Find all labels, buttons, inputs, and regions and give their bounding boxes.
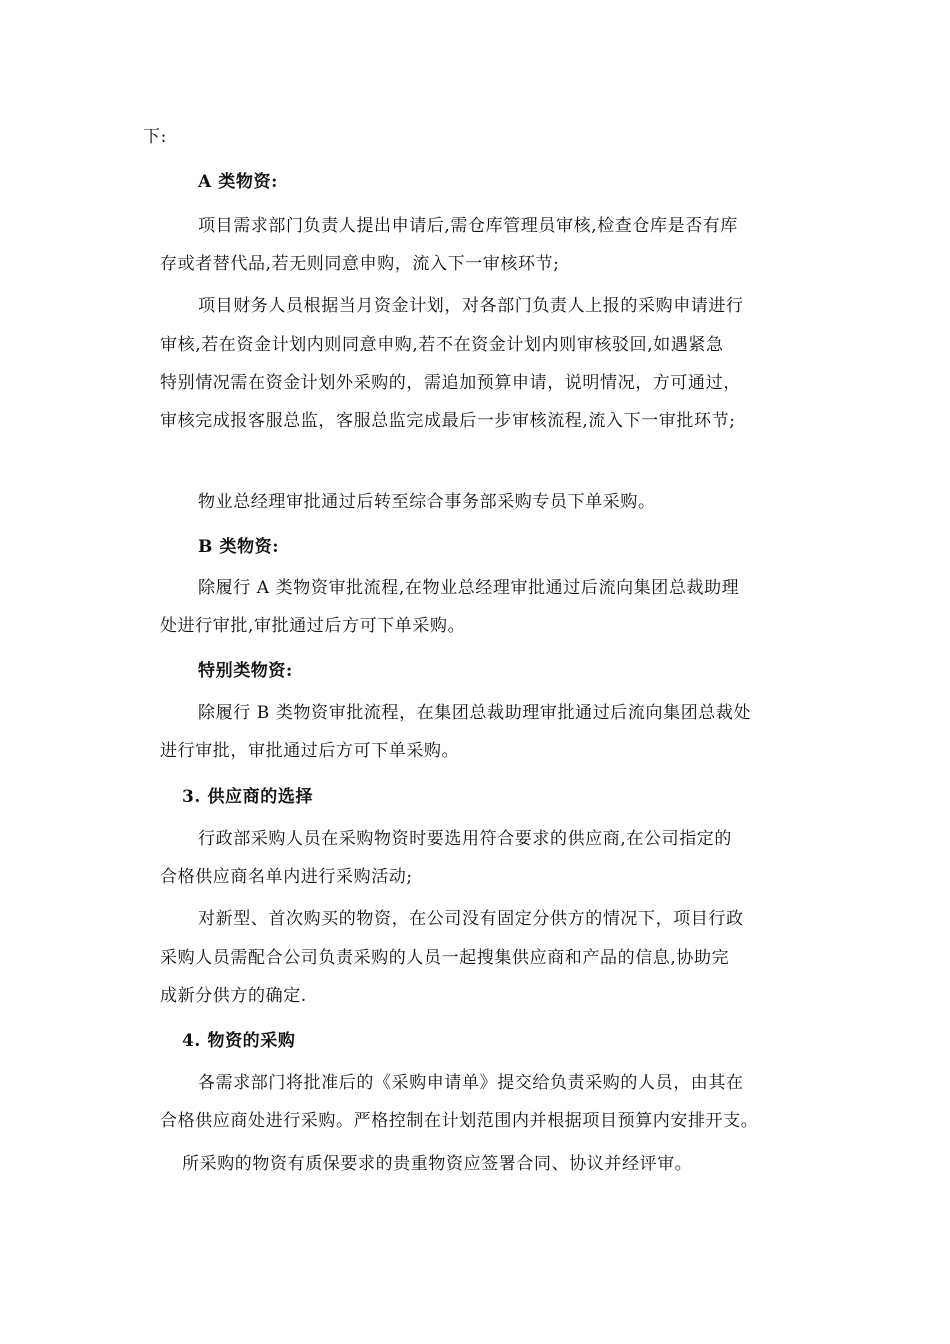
paragraph-line: 审核,若在资金计划内则同意申购,若不在资金计划内则审核驳回,如遇紧急 xyxy=(160,335,724,355)
paragraph-line: 物业总经理审批通过后转至综合事务部采购专员下单采购。 xyxy=(198,492,656,512)
heading-class-b: B 类物资: xyxy=(198,537,280,557)
paragraph-line: 行政部采购人员在采购物资时要选用符合要求的供应商,在公司指定的 xyxy=(198,829,733,849)
section-heading-supplier-selection: 3. 供应商的选择 xyxy=(182,787,314,807)
paragraph-line: 项目财务人员根据当月资金计划，对各部门负责人上报的采购申请进行 xyxy=(198,296,744,316)
paragraph-line: 所采购的物资有质保要求的贵重物资应签署合同、协议并经评审。 xyxy=(182,1154,693,1174)
paragraph-line: 除履行 B 类物资审批流程，在集团总裁助理审批通过后流向集团总裁处 xyxy=(198,703,752,723)
paragraph-line: 合格供应商处进行采购。严格控制在计划范围内并根据项目预算内安排开支。 xyxy=(160,1111,759,1131)
paragraph-line: 采购人员需配合公司负责采购的人员一起搜集供应商和产品的信息,协助完 xyxy=(160,948,730,968)
paragraph-line: 处进行审批,审批通过后方可下单采购。 xyxy=(160,616,466,636)
paragraph-line: 项目需求部门负责人提出申请后,需仓库管理员审核,检查仓库是否有库 xyxy=(198,216,739,236)
paragraph-line: 审核完成报客服总监，客服总监完成最后一步审核流程,流入下一审批环节; xyxy=(160,411,736,431)
section-heading-procurement: 4. 物资的采购 xyxy=(182,1031,296,1051)
paragraph-line: 合格供应商名单内进行采购活动; xyxy=(160,867,413,887)
paragraph-line: 对新型、首次购买的物资，在公司没有固定分供方的情况下，项目行政 xyxy=(198,909,744,929)
heading-special-class: 特别类物资: xyxy=(198,661,293,681)
paragraph-line: 存或者替代品,若无则同意申购，流入下一审核环节; xyxy=(160,254,560,274)
paragraph-line: 除履行 A 类物资审批流程,在物业总经理审批通过后流向集团总裁助理 xyxy=(198,578,740,598)
heading-class-a: A 类物资: xyxy=(198,172,278,192)
paragraph-line: 各需求部门将批准后的《采购申请单》提交给负责采购的人员，由其在 xyxy=(198,1073,744,1093)
paragraph-line: 进行审批，审批通过后方可下单采购。 xyxy=(160,741,460,761)
continuation-text: 下: xyxy=(143,127,167,147)
paragraph-line: 特别情况需在资金计划外采购的，需追加预算申请，说明情况，方可通过， xyxy=(160,373,741,393)
paragraph-line: 成新分供方的确定. xyxy=(160,986,307,1006)
